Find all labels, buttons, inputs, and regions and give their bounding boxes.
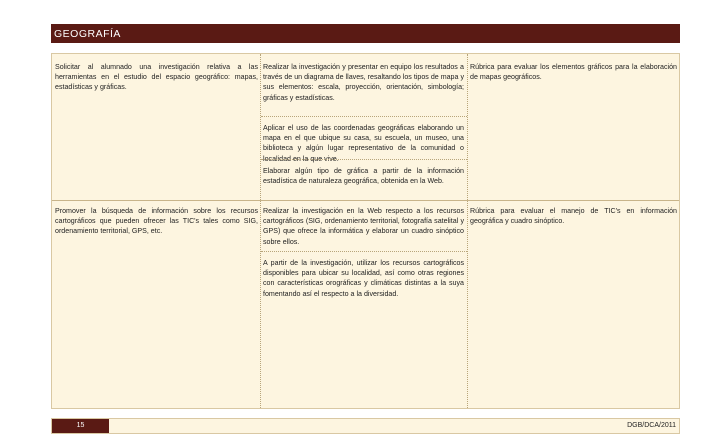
table-cell-strategy xyxy=(55,62,258,100)
section-title: GEOGRAFÍA xyxy=(54,28,121,40)
content-table xyxy=(51,53,680,409)
table-cell-activities xyxy=(263,258,464,306)
row-divider xyxy=(52,200,679,201)
table-cell-activities xyxy=(263,123,464,171)
table-cell-activities xyxy=(263,206,464,254)
cell-text: Promover la búsqueda de información sobre los recursos cartográficos que pueden ofrecer las TIC's tales como SIG, ordenamiento territorial, GPS, etc. xyxy=(55,207,258,236)
table-cell-evaluation xyxy=(470,62,677,89)
cell-divider xyxy=(261,116,467,117)
cell-text: Elaborar algún tipo de gráfica a partir de la información estadística de naturaleza geográfica, obtenida en la Web. xyxy=(263,167,464,186)
cell-divider xyxy=(261,159,467,160)
page-footer xyxy=(51,418,680,434)
page-number: 15 xyxy=(76,422,85,429)
table-cell-activities xyxy=(263,166,464,193)
section-header xyxy=(51,24,680,43)
cell-text: Solicitar al alumnado una investigación relativa a las herramientas en el estudio del espacio geográfico: mapas, estadísticas y gráficas. xyxy=(55,63,258,92)
table-cell-evaluation xyxy=(470,206,677,233)
cell-text: Aplicar el uso de las coordenadas geográficas elaborando un mapa en el que ubique su casa, su escuela, un museo, una biblioteca y algún lugar representativo de la comunidad o localidad en la que vive. xyxy=(263,124,464,163)
cell-text: Rúbrica para evaluar los elementos gráficos para la elaboración de mapas geográficos. xyxy=(470,63,677,82)
cell-text: Rúbrica para evaluar el manejo de TIC's en información geográfica y cuadro sinóptico. xyxy=(470,207,677,226)
table-cell-strategy xyxy=(55,206,258,244)
cell-text: Realizar la investigación en la Web respecto a los recursos cartográficos (SIG, ordenamiento territorial, fotografía satelital y GPS) que ofrece la informática y elaborar un cuadro sinóptico sobre ellos. xyxy=(263,207,464,246)
cell-divider xyxy=(261,251,467,252)
document-code: DGB/DCA/2011 xyxy=(627,422,676,429)
column-divider xyxy=(467,54,468,408)
column-divider xyxy=(260,54,261,408)
cell-text: Realizar la investigación y presentar en equipo los resultados a través de un diagrama de llaves, resaltando los tipos de mapa y sus elementos: escala, proyección, orientación, simbología; gráficas y estadísticas. xyxy=(263,63,464,102)
cell-text: A partir de la investigación, utilizar los recursos cartográficos disponibles para ubicar su localidad, así como otras regiones con características orográficas y climáticas distintas a la suya fomentando así el respecto a la diversidad. xyxy=(263,259,464,298)
page-number-box xyxy=(52,419,109,433)
table-cell-activities xyxy=(263,62,464,110)
